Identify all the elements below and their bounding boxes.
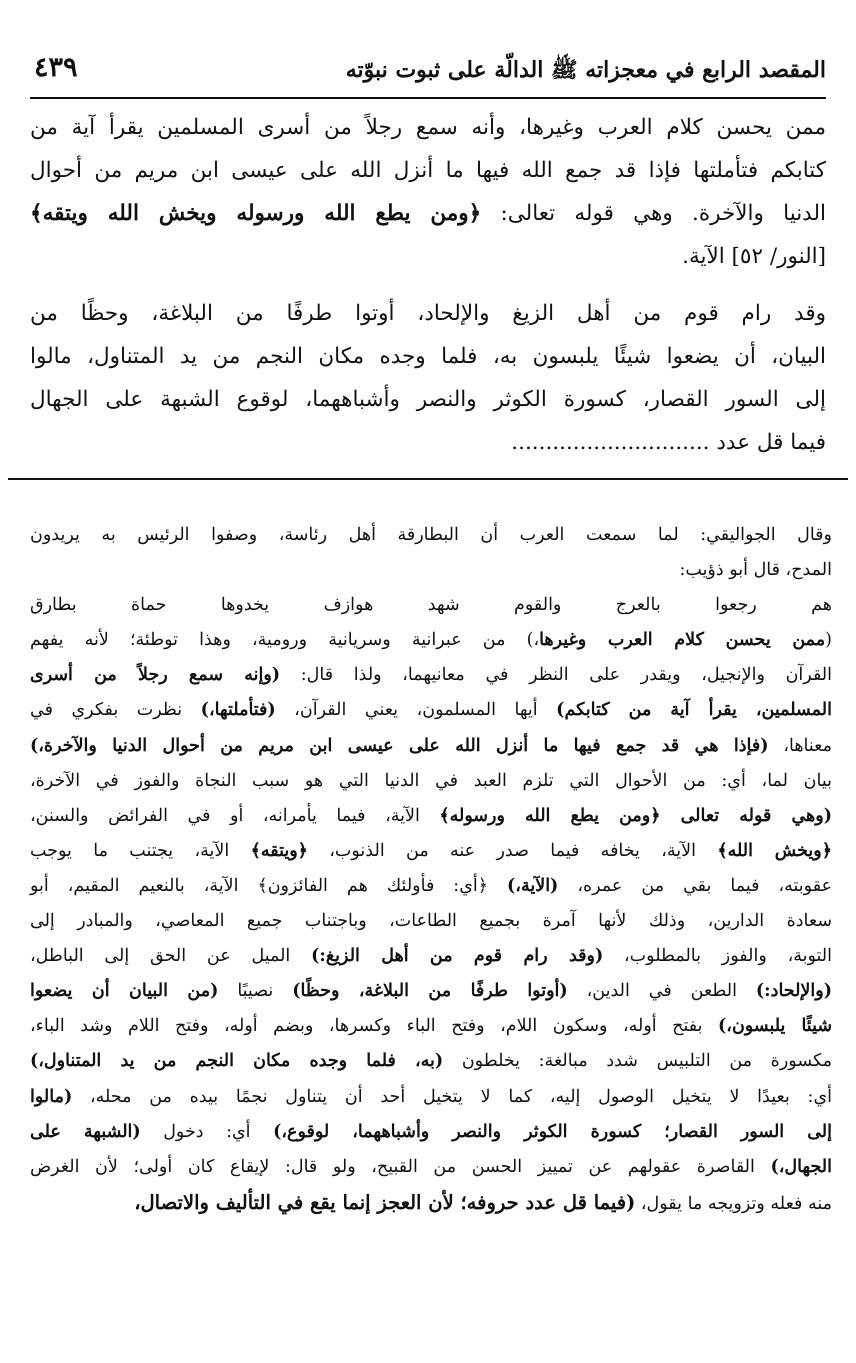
- text-segment: معناها،: [768, 735, 832, 756]
- bold-text-segment: إلى السور القصار؛ كسورة الكوثر والنصر وأشباههما، لوقوع،): [273, 1121, 832, 1142]
- separator-rule: [8, 478, 848, 480]
- main-text-line: [30, 192, 826, 235]
- text-segment: .............................: [511, 430, 710, 455]
- main-text-line: [30, 235, 826, 278]
- bold-text-segment: (الآية،): [507, 875, 559, 896]
- commentary-line: [30, 1080, 832, 1115]
- text-segment: مكسورة من التلبيس شدد مبالغة: يخلطون: [443, 1051, 832, 1072]
- main-text-line: [30, 378, 826, 421]
- text-segment: سعادة الدارين، وذلك لأنها آمرة بجميع الطاعات، وباجتناب جميع المعاصي، والمبادر إلى: [30, 911, 832, 932]
- main-text-line: [30, 421, 826, 464]
- text-segment: ممن يحسن كلام العرب وغيرها، وأنه سمع رجلاً من أسرى المسلمين يقرأ آية من: [30, 115, 826, 140]
- text-segment: [النور/ ٥٢] الآية.: [682, 244, 826, 269]
- bold-text-segment: (فتأملتها،): [200, 700, 276, 721]
- commentary-line: [30, 1185, 832, 1220]
- bold-text-segment: الجهال،): [770, 1156, 832, 1177]
- commentary-line: [30, 658, 832, 693]
- bold-text-segment: (به، فلما وجده مكان النجم من يد المتناول،): [30, 1051, 444, 1072]
- text-segment: نظرت بفكري في: [30, 700, 201, 721]
- commentary-line: [30, 1115, 832, 1150]
- text-segment: البيان، أن يضعوا شيئًا يلبسون به، فلما وجده مكان النجم من يد المتناول، مالوا: [30, 344, 826, 369]
- running-header: [34, 52, 826, 92]
- bold-text-segment: (وقد رام قوم من أهل الزيغ:): [311, 946, 604, 967]
- text-segment: كتابكم فتأملتها فإذا قد جمع الله فيها ما أنزل الله على عيسى ابن مريم من أحوال: [30, 158, 826, 183]
- commentary-line: [30, 764, 832, 799]
- text-segment: ،) من عبرانية وسريانية ورومية، وهذا توطئة؛ لأنه يفهم: [30, 630, 540, 651]
- commentary-line: [30, 904, 832, 939]
- commentary-line: [30, 1009, 832, 1044]
- bold-text-segment: (وإنه سمع رجلاً من أسرى: [30, 665, 281, 686]
- text-segment: التوبة، والفوز بالمطلوب،: [603, 946, 832, 967]
- main-text-line: [30, 106, 826, 149]
- text-segment: الآية، يخافه فيما صدر عنه من الذنوب،: [307, 840, 718, 861]
- text-segment: هم رجعوا بالعرج والقوم شهد هوازف يخدوها حماة بطارق: [30, 595, 832, 616]
- text-segment: إلى السور القصار، كسورة الكوثر والنصر وأشباههما، لوقوع الشبهة على الجهال: [30, 387, 826, 412]
- text-segment: أيها المسلمون، يعني القرآن،: [275, 700, 557, 721]
- commentary-line: [30, 939, 832, 974]
- header-title: المقصد الرابع في معجزاته ﷺ الدالّة على ثبوت نبوّته: [345, 57, 826, 83]
- bold-text-segment: (أوتوا طرفًا من البلاغة، وحظًا): [292, 981, 568, 1002]
- commentary-line: [30, 1150, 832, 1185]
- commentary-line: [30, 518, 832, 553]
- text-segment: الآية، فيما يأمرانه، أو في الفرائض والسنن،: [30, 805, 440, 826]
- text-segment: وقال الجواليقي: لما سمعت العرب أن البطارقة أهل رئاسة، وصفوا الرئيس به يريدون: [30, 525, 832, 545]
- text-segment: الطعن في الدين،: [567, 981, 756, 1002]
- bold-text-segment: ﴿ويخش الله﴾: [717, 840, 832, 861]
- bold-text-segment: (مالوا: [30, 1086, 73, 1107]
- commentary-line: [30, 799, 832, 834]
- text-segment: بيان لما، أي: من الأحوال التي تلزم العبد في الدنيا التي هو سبب النجاة والفوز في الآخرة،: [30, 770, 832, 791]
- bold-text-segment: (الشبهة على: [30, 1121, 141, 1142]
- text-segment: عقوبته، فيما بقي من عمره،: [558, 875, 833, 896]
- commentary-line: [30, 729, 832, 764]
- page-number: ٤٣٩: [34, 52, 78, 83]
- text-segment: الدنيا والآخرة. وهي قوله تعالى:: [481, 201, 826, 226]
- text-segment: الآية، يجتنب ما يوجب: [30, 840, 251, 861]
- text-segment: بفتح أوله، وسكون اللام، وفتح الباء وكسرها، وبضم أوله، وفتح اللام وشد الباء،: [30, 1016, 719, 1037]
- text-segment: أي: بعيدًا لا يتخيل الوصول إليه، كما لا يتخيل أحد أن يتناول نجمًا بيده من محله،: [72, 1086, 832, 1107]
- main-text-line: [30, 292, 826, 335]
- commentary-line: [30, 834, 832, 869]
- main-text: [30, 106, 826, 464]
- main-text-line: [30, 149, 826, 192]
- bold-text-segment: شيئًا يلبسون،): [718, 1016, 833, 1037]
- header-rule: [30, 97, 826, 99]
- commentary-line: [30, 693, 832, 728]
- text-segment: منه فعله وتزويجه ما يقول،: [635, 1193, 832, 1214]
- text-segment: وقد رام قوم من أهل الزيغ والإلحاد، أوتوا طرفًا من البلاغة، وحظًا من: [30, 301, 826, 326]
- bold-text-segment: ممن يحسن كلام العرب وغيرها: [539, 630, 826, 651]
- bold-text-segment: (وهي قوله تعالى ﴿ومن يطع الله ورسوله﴾: [439, 805, 832, 826]
- bold-text-segment: (والإلحاد:): [755, 981, 832, 1002]
- commentary-line: [30, 869, 832, 904]
- bold-text-segment: ﴿ومن يطع الله ورسوله ويخش الله ويتقه﴾: [30, 201, 482, 226]
- bold-text-segment: (من البيان أن يضعوا: [30, 981, 219, 1002]
- text-segment: نصيبًا: [218, 981, 293, 1002]
- text-segment: فيما قل عدد: [709, 430, 826, 455]
- bold-text-segment: (فيما قل عدد حروفه؛ لأن العجز إنما يقع في التأليف والاتصال،: [134, 1190, 636, 1214]
- bold-text-segment: ﴿ويتقه﴾: [250, 840, 308, 861]
- commentary-text: [30, 518, 832, 1220]
- text-segment: ﴿أي: فأولئك هم الفائزون﴾ الآية، بالنعيم المقيم، أبو: [30, 875, 508, 896]
- text-segment: (: [825, 630, 832, 651]
- text-segment: القاصرة عقولهم عن تمييز الحسن من القبيح، ولو قال: لإيقاع كان أولى؛ لأن الغرض: [30, 1156, 771, 1177]
- commentary-line: [30, 623, 832, 658]
- main-text-line: [30, 335, 826, 378]
- bold-text-segment: (فإذا هي قد جمع فيها ما أنزل الله على عيسى ابن مريم من أحوال الدنيا والآخرة،): [30, 735, 769, 756]
- commentary-line: [30, 588, 832, 623]
- commentary-line: [30, 1044, 832, 1079]
- commentary-line: [30, 974, 832, 1009]
- text-segment: القرآن والإنجيل، ويقدر على النظر في معانيهما، ولذا قال:: [280, 665, 832, 686]
- text-segment: المدح، قال أبو ذؤيب:: [679, 560, 832, 581]
- commentary-line: [30, 553, 832, 588]
- text-segment: أي: دخول: [140, 1121, 274, 1142]
- text-segment: الميل عن الحق إلى الباطل،: [30, 946, 312, 967]
- bold-text-segment: المسلمين، يقرأ آية من كتابكم): [556, 700, 832, 721]
